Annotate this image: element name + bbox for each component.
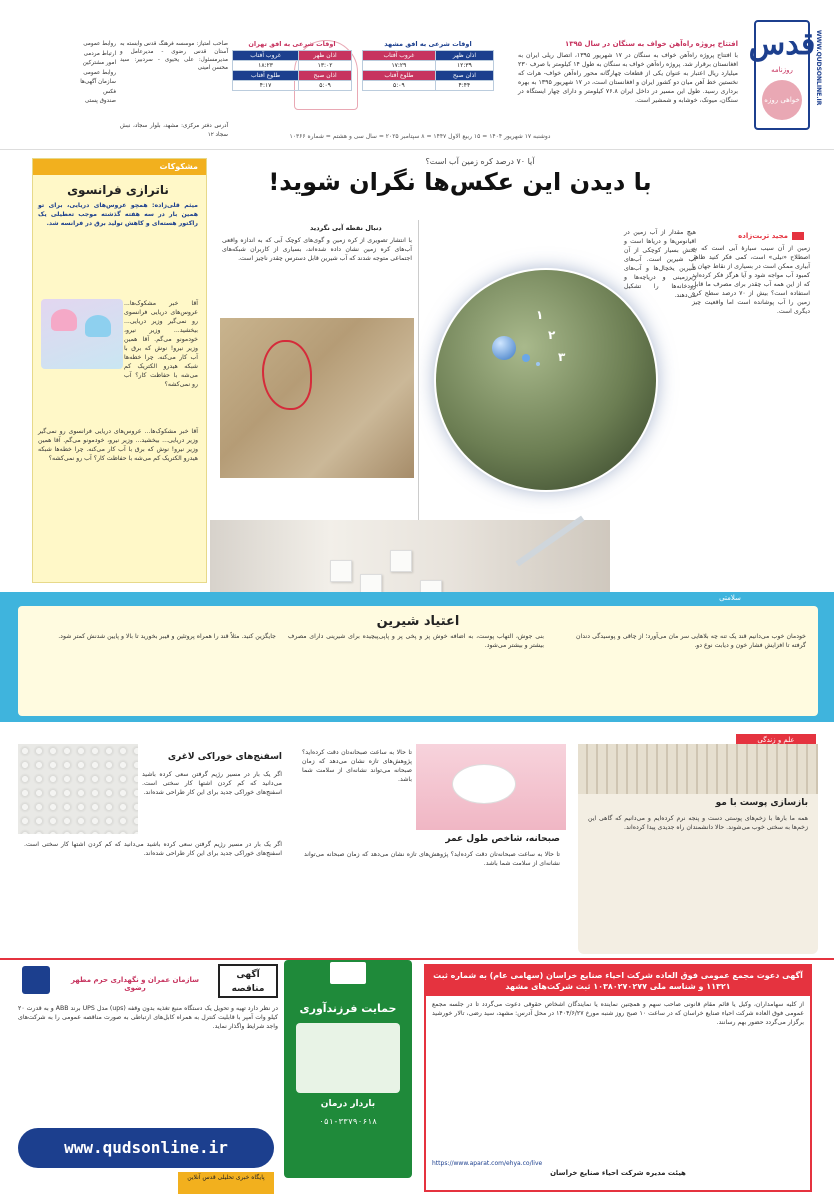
satellite-map-image [220,318,414,478]
prayer-tehran-title: اوقات شرعی به افق تهران [248,40,336,48]
website-banner[interactable]: www.qudsonline.ir [18,1128,274,1168]
green-ad-photo [296,1023,400,1093]
lead-text: با افتتاح پروژه راه‌آهن خواف به سنگان در ۱۷ شهریور ۱۳۹۵، اتصال ریلی ایران به افغانستان برقرار شد. پروژه راه‌آهن خواف به سنگان به طول ۱۴ کیلومتر با صرف ۲۳۰ میلیارد ریال اعتبار به عنوان یکی از قطعات چهارگانه محور راه‌آهن خواف- هرات که نخستین خط آهن میان دو کشور ایران و افغانستان است، در ۱۷ شهریور ۱۳۹۵ به بهره برداری رسید. طول این مسیر در داخل ایران ۷۶.۸ کیلومتر و دارای چهار ایستگاه در سنگان، میونک، خوشابه و شمشیر است. [518,52,739,104]
razavi-logo-icon [22,966,50,994]
card-breakfast [296,744,568,954]
logo-badge: خواهی روزه [762,80,802,120]
prayer-value: ۴:۱۷ [233,81,299,91]
prayer-label: اذان صبح [435,71,493,81]
column-divider [418,220,419,520]
card1-title[interactable]: بازسازی پوست با مو [715,798,808,808]
green-ad-phone: ۰۵۱-۳۳۷۹۰۶۱۸ [319,1117,377,1126]
card3-body-top: اگر یک بار در مسیر رژیم گرفتن سعی کرده باشید می‌دانید که کم کردن اشتها کار سختی است. اسفنج‌های خوراکی جدید برای این کار طراحی شده‌اند. [142,771,282,796]
prayer-label: طلوع آفتاب [233,71,299,81]
prayer-value: ۵:۰۹ [363,81,436,91]
jellyfish-blue-icon [85,315,111,337]
sugar-cube [330,560,352,582]
green-ad-title: حمایت فرزندآوری [299,1002,397,1015]
logo-text: قدس [748,27,816,62]
address-info: آدرس دفتر مرکزی: مشهد، بلوار سجاد، نبش سجاد ۱۲ [120,123,228,138]
prayer-times-tehran [232,40,352,91]
notice-live-link[interactable]: https://www.aparat.com/ehya.co/live [432,1160,543,1167]
prayer-label: طلوع آفتاب [363,71,436,81]
sugar-cube [390,550,412,572]
prayer-label: غروب آفتاب [233,51,299,61]
water-sphere-small [536,362,540,366]
story-kicker: آیا ۷۰ درصد کره زمین آب است؟ [425,157,535,166]
sugar-body-left: جایگزین کنید. مثلاً قند را همراه پروتئین و فیبر بخورید تا بالا و پایین شدنش کمتر شود. [58,633,276,640]
newspaper-logo[interactable] [748,20,816,130]
phone-item: سازمان آگهی‌ها [80,79,116,85]
prayer-value: ۱۳:۰۲ [299,61,352,71]
tender-ad [18,964,278,1120]
prayer-label: غروب آفتاب [363,51,436,61]
water-sphere-large [492,336,516,360]
health-content-box [18,606,818,716]
sidebar-title[interactable]: ناترازی فرانسوی [67,183,169,197]
sidebar-body: آقا خبر مشکوک‌ها... عروس‌های دریایی فرانسوی رو نمی‌گیر وزیر دریایی... بیخشید... وزیر نیرو، خودمونو می‌گم. آقا همین وزیر نیرو! نوش که برق با آب کار می‌کنه. چرا خطه‌ها شبکه هیدرو الکتریک کم می‌شه با حفاظت کار؟ آب رو نمی‌کشه؟ [38,428,198,462]
card-skin-repair [578,744,818,954]
card-edible-sponges [18,744,288,954]
globe-label-1: ۱ [536,308,544,322]
plate-icon [452,764,516,804]
life-tag: علم و زندگی [736,734,816,746]
lead-title: افتتاح پروژه راه‌آهن خواف به سنگان در سال ۱۳۹۵ [564,40,738,48]
phone-item: روابط عمومی [83,69,116,76]
masthead-info: صاحب امتیاز: موسسه فرهنگ قدس وابسته به آستان قدس رضوی - مدیرعامل و مدیرمسئول: علی یحیوی - سردبیر: سید محسن امینی [120,41,228,71]
sidebar-lede: میثم قلی‌زاده: همچو عروس‌های دریایی، برای تو همین بار در سه هفته گذشته موجب تعطیلی یک راکتور هسته‌ای و کاهش تولید برق در فرانسه شد. [38,202,198,227]
phone-item: روابط عمومی [83,41,116,47]
story-headline[interactable]: با دیدن این عکس‌ها نگران شوید! [268,168,652,196]
story-body-left: با انتشار تصویری از کره زمین و گوی‌های کوچک آبی که به اندازه واقعی آب‌های کره زمین نشان داده شده‌اند، بسیاری از کاربران شبکه‌های اجتماعی متوجه شدند که آب شیرین قابل دسترس چقدر ناچیز است. [220,234,414,314]
prayer-times-mashhad [362,40,494,91]
prayer-value: ۵:۰۹ [299,81,352,91]
health-section-tag: سلامتی [719,594,741,602]
phone-item: امور مشترکین [82,60,116,66]
card2-title[interactable]: صبحانه، شاخص طول عمر [445,834,560,844]
red-marker-icon [792,232,804,240]
breakfast-plate-image [416,744,566,830]
tender-body: در نظر دارد تهیه و تحویل یک دستگاه منبع تغذیه بدون وقفه (ups) مدل UPS برند ABB و به قدرت ۲۰ کیلو وات آمپر با قابلیت کنترل به همراه کابل‌های ارتباطی به صورت مناقصه عمومی را به شرکت‌های واجد شرایط واگذار نماید. [18,1005,278,1030]
qr-promo[interactable]: پایگاه خبری تحلیلی قدس آنلاین [178,1172,274,1194]
byline: مجید تربت‌زاده [738,232,788,240]
story-body-right: زمین از آن سیب سیارهٔ آبی است که به اصطلاح «نیلی» است، کمی فکر کنید ظاهر آبیاری ممکن است در بسیاری از نقاط جهان با کمبود آب مواجه شود و آیا هرگز فکر کرده‌اید که از این همه آب چقدر برای مصرف ما قابل استفاده است؟ بیش از ۷۰ درصد سطح کره زمین را آب پوشانده است اما واقعیت چیز دیگری است. [692,245,810,315]
phone-item: صندوق پستی [84,98,116,104]
card2-body: تا حالا به ساعت صبحانه‌تان دقت کرده‌اید؟ پژوهش‌های تازه نشان می‌دهد که زمان صبحانه می‌تواند نشانه‌ای از سلامت شما باشد. [304,851,560,867]
phone-item: ارتباط مردمی [83,50,116,57]
sidebar-box [32,158,207,583]
jellyfish-pink-icon [51,309,77,331]
phone-item: فکس [103,88,116,95]
syringe-icon [516,516,585,567]
earth-globe-image [436,270,656,490]
notice-title: آگهی دعوت مجمع عمومی فوق العاده شرکت احیاء صنایع خراسان (سهامی عام) به شماره ثبت ۱۱۳۲۱ و شناسه ملی ۱۰۳۸۰۲۷۰۲۷۷ ثبت شرکت‌های مشهد [426,966,810,996]
sidebar-header: مشکوکات [33,159,206,175]
story-body-middle: هیچ مقدار از آب زمین در اقیانوس‌ها و دریاها است و بخش بسیار کوچکی از آن آب شیرین است. آب‌های شیرین یخچال‌ها و آب‌های زیرزمینی و دریاچه‌ها و رودخانه‌ها را تشکیل می‌دهند. [624,229,696,299]
site-url-vertical[interactable]: WWW.QUDSONLINE.IR [815,30,822,106]
globe-label-3: ۳ [558,350,566,364]
sponge-balls-image [18,744,138,834]
fertility-support-ad[interactable] [284,960,412,1178]
prayer-label: اذان ظهر [435,51,493,61]
water-sphere-medium [522,354,530,362]
card3-title[interactable]: اسفنج‌های خوراکی لاغری [167,752,282,762]
card3-body: اگر یک بار در مسیر رژیم گرفتن سعی کرده باشید می‌دانید که کم کردن اشتها کار سختی است. اسفنج‌های خوراکی جدید برای این کار طراحی شده‌اند. [24,841,282,857]
card2-body-top: تا حالا به ساعت صبحانه‌تان دقت کرده‌اید؟ پژوهش‌های تازه نشان می‌دهد که زمان صبحانه می‌تواند نشانه‌ای از سلامت شما باشد. [302,749,412,783]
prayer-value: ۴:۴۴ [435,81,493,91]
prayer-mashhad-title: اوقات شرعی به افق مشهد [384,40,472,48]
sidebar-body-top: آقا خبر مشکوک‌ها... عروس‌های دریایی فرانسوی رو نمی‌گیر وزیر دریایی... بیخشید... وزیر نیرو، خودمونو می‌گم. آقا همین وزیر نیرو! نوش که برق با آب کار می‌کنه. چرا خطه‌ها شبکه هیدرو الکتریک کم می‌شه با حفاظت کار؟ آب رو نمی‌کشه؟ [124,300,198,388]
emblem-icon [330,962,366,984]
notice-body: از کلیه سهامداران، وکیل یا قائم مقام قانونی صاحب سهم و همچنین نماینده یا نمایندگان اشخاص حقوقی دعوت می‌گردد تا در جلسه مجمع عمومی فوق العاده شرکت احیاء صنایع خراسان که در ساعت ۱۰ صبح روز شنبه مورخ ۱۴۰۴/۶/۲۷ در محل آدرس: مشهد، سید رضی، تالار خورشید برگزار می‌گردد حضور بهم رسانند. [432,1001,804,1026]
hair-follicle-image [578,744,818,794]
prayer-value: ۱۲:۳۹ [435,61,493,71]
phone-directory [24,40,116,107]
shareholder-meeting-notice [424,964,812,1192]
prayer-value: ۱۸:۲۳ [233,61,299,71]
card1-body: همه ما بارها با زخم‌های پوستی دست و پنجه نرم کرده‌ایم و می‌دانیم که گاهی این زخم‌ها به سختی خوب می‌شوند. حالا دانشمندان راه جدیدی پیدا کرده‌اند. [588,815,808,831]
prayer-value: ۱۷:۲۹ [363,61,436,71]
sugar-body-middle: بنی جوش، التهاب پوست، به اضافه خوش پز و پخی پر و پاپی‌پیچیده برای شیرینی دارای مصرف بیشتر و بیشتر می‌شود. [288,633,544,649]
lead-story [518,40,738,127]
tender-title: آگهی مناقصه [218,964,278,998]
prayer-label: اذان صبح [299,71,352,81]
notice-footer: هیئت مدیره شرکت احیاء صنایع خراسان [550,1169,686,1177]
green-ad-subtitle: باردار درمان [320,1099,376,1109]
map-caption: دنبال نقطه آبی نگردید [310,224,382,232]
globe-label-2: ۲ [548,328,556,342]
dateline: دوشنبه ۱۷ شهریور ۱۴۰۴ = ۱۵ ربیع الاول ۱۴۴۷ = ۸ سپتامبر ۲۰۲۵ = سال سی و هشتم = شماره ۱۰۳۶۶ [289,133,551,140]
jellyfish-illustration [41,299,123,369]
logo-subtext: روزنامه [771,66,793,74]
sugar-title[interactable]: اعتیاد شیرین [376,614,460,629]
tender-org: سازمان عمران و نگهداری حرم مطهر رضوی [70,976,200,992]
sugar-body-right: خودمان خوب می‌دانیم قند یک تنه چه بلاهایی سر مان می‌آورد؛ از چاقی و پوسیدگی دندان گرفته تا افزایش فشار خون و دیابت نوع دو. [576,633,806,649]
prayer-label: اذان ظهر [299,51,352,61]
